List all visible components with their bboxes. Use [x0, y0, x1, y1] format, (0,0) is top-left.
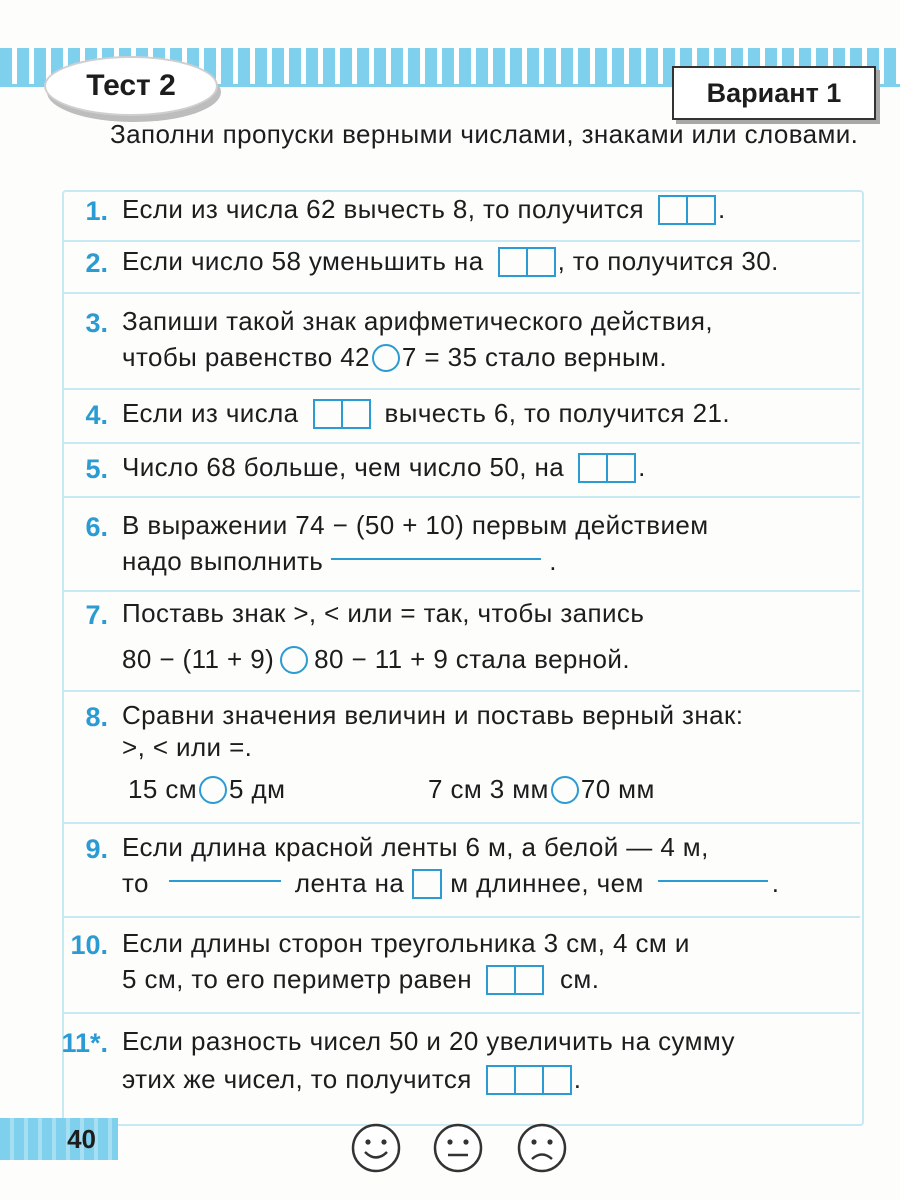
task-line	[122, 1026, 735, 1057]
task-text: Если из числа	[122, 398, 299, 428]
task-number: 8.	[85, 702, 108, 732]
task-number: 6.	[85, 512, 108, 542]
sad-face-icon[interactable]	[516, 1122, 568, 1174]
task-text: Поставь знак >, < или = так, чтобы запись	[122, 598, 645, 628]
task-text: Запиши такой знак арифметического действия,	[122, 306, 714, 336]
row-divider	[62, 292, 860, 294]
instruction-text: Заполни пропуски верными числами, знаками или словами.	[110, 119, 859, 149]
answer-circle[interactable]	[372, 344, 400, 372]
variant-badge	[672, 66, 876, 120]
task-number: 3.	[85, 308, 108, 338]
task-line	[122, 868, 779, 899]
task-line	[122, 1064, 581, 1095]
answer-circle[interactable]	[280, 646, 308, 674]
page-number: 40	[67, 1123, 96, 1154]
task-line	[122, 598, 644, 629]
self-assessment-faces	[340, 1122, 580, 1178]
task-text: 70 мм	[580, 774, 655, 804]
task-number: 11*.	[61, 1028, 108, 1058]
task-line	[122, 700, 743, 731]
task-text: Если длины сторон треугольника 3 см, 4 см и	[122, 928, 690, 958]
test-badge	[44, 56, 218, 116]
task-text: >, < или =.	[122, 732, 253, 762]
task-text: Если число 58 уменьшить на	[122, 246, 484, 276]
row-divider	[62, 822, 860, 824]
task-text: этих же чисел, то получится	[122, 1064, 472, 1094]
task-text: лента на	[294, 868, 405, 898]
row-divider	[62, 1012, 860, 1014]
task-number: 10.	[70, 930, 108, 960]
task-number: 7.	[85, 600, 108, 630]
page-number-tab	[0, 1118, 118, 1160]
task-line	[122, 732, 252, 763]
task-text: .	[718, 194, 726, 224]
task-text: надо выполнить	[122, 546, 324, 576]
task-text: .	[573, 1064, 582, 1094]
task-number: 2.	[85, 248, 108, 278]
answer-boxes[interactable]	[578, 453, 636, 483]
row-divider	[62, 590, 860, 592]
task-text: В выражении 74 − (50 + 10) первым действием	[122, 510, 709, 540]
smile-icon[interactable]	[350, 1122, 402, 1174]
task-text: м длиннее, чем	[450, 868, 644, 898]
row-divider	[62, 916, 860, 918]
row-divider	[62, 690, 860, 692]
task-line	[122, 546, 557, 577]
task-text: 15 см	[128, 774, 198, 804]
task-line	[122, 928, 690, 959]
task-text: 80 − (11 + 9)	[122, 644, 275, 674]
row-divider	[62, 240, 860, 242]
task-line	[122, 246, 779, 277]
task-text: 7 см 3 мм	[428, 774, 549, 804]
answer-boxes[interactable]	[498, 247, 556, 277]
task-text: .	[771, 868, 780, 898]
task-text: .	[549, 546, 557, 576]
task-line	[122, 964, 599, 995]
answer-blank[interactable]	[331, 558, 541, 560]
task-text: Если разность чисел 50 и 20 увеличить на сумму	[122, 1026, 735, 1056]
task-number: 4.	[85, 400, 108, 430]
task-number: 9.	[85, 834, 108, 864]
task-text: , то получится 30.	[557, 246, 779, 276]
task-line	[122, 644, 630, 675]
answer-blank[interactable]	[658, 880, 768, 882]
task-text: 5 дм	[229, 774, 286, 804]
task-text: 5 см, то его периметр равен	[122, 964, 473, 994]
answer-boxes[interactable]	[412, 869, 442, 899]
task-number: 1.	[85, 196, 108, 226]
task-line	[122, 306, 713, 337]
answer-circle[interactable]	[551, 776, 579, 804]
task-line	[122, 398, 730, 429]
row-divider	[62, 388, 860, 390]
answer-boxes[interactable]	[486, 965, 544, 995]
task-line	[122, 342, 667, 373]
task-line	[122, 832, 709, 863]
task-text: вычесть 6, то получится 21.	[384, 398, 731, 428]
answer-boxes[interactable]	[313, 399, 371, 429]
task-text: то	[122, 868, 149, 898]
test-label: Тест 2	[86, 69, 176, 102]
task-text: Число 68 больше, чем число 50, на	[122, 452, 565, 482]
task-text: Если из числа 62 вычесть 8, то получится	[122, 194, 644, 224]
neutral-face-icon[interactable]	[432, 1122, 484, 1174]
task-text: 80 − 11 + 9 стала верной.	[314, 644, 630, 674]
answer-boxes[interactable]	[658, 195, 716, 225]
task-text: 7 = 35 стало верным.	[401, 342, 667, 372]
task-line	[122, 510, 709, 541]
answer-blank[interactable]	[169, 880, 281, 882]
task-line	[122, 194, 726, 225]
row-divider	[62, 496, 860, 498]
answer-boxes[interactable]	[486, 1065, 572, 1095]
variant-label: Вариант 1	[706, 77, 842, 108]
task-line	[428, 774, 655, 805]
task-text: Сравни значения величин и поставь верный знак:	[122, 700, 744, 730]
task-line	[122, 452, 646, 483]
task-line	[128, 774, 285, 805]
task-number: 5.	[85, 454, 108, 484]
task-text: чтобы равенство 42	[122, 342, 370, 372]
row-divider	[62, 442, 860, 444]
answer-circle[interactable]	[199, 776, 227, 804]
task-text: Если длина красной ленты 6 м, а белой — 4 м,	[122, 832, 709, 862]
task-text: .	[638, 452, 646, 482]
task-text: см.	[560, 964, 600, 994]
